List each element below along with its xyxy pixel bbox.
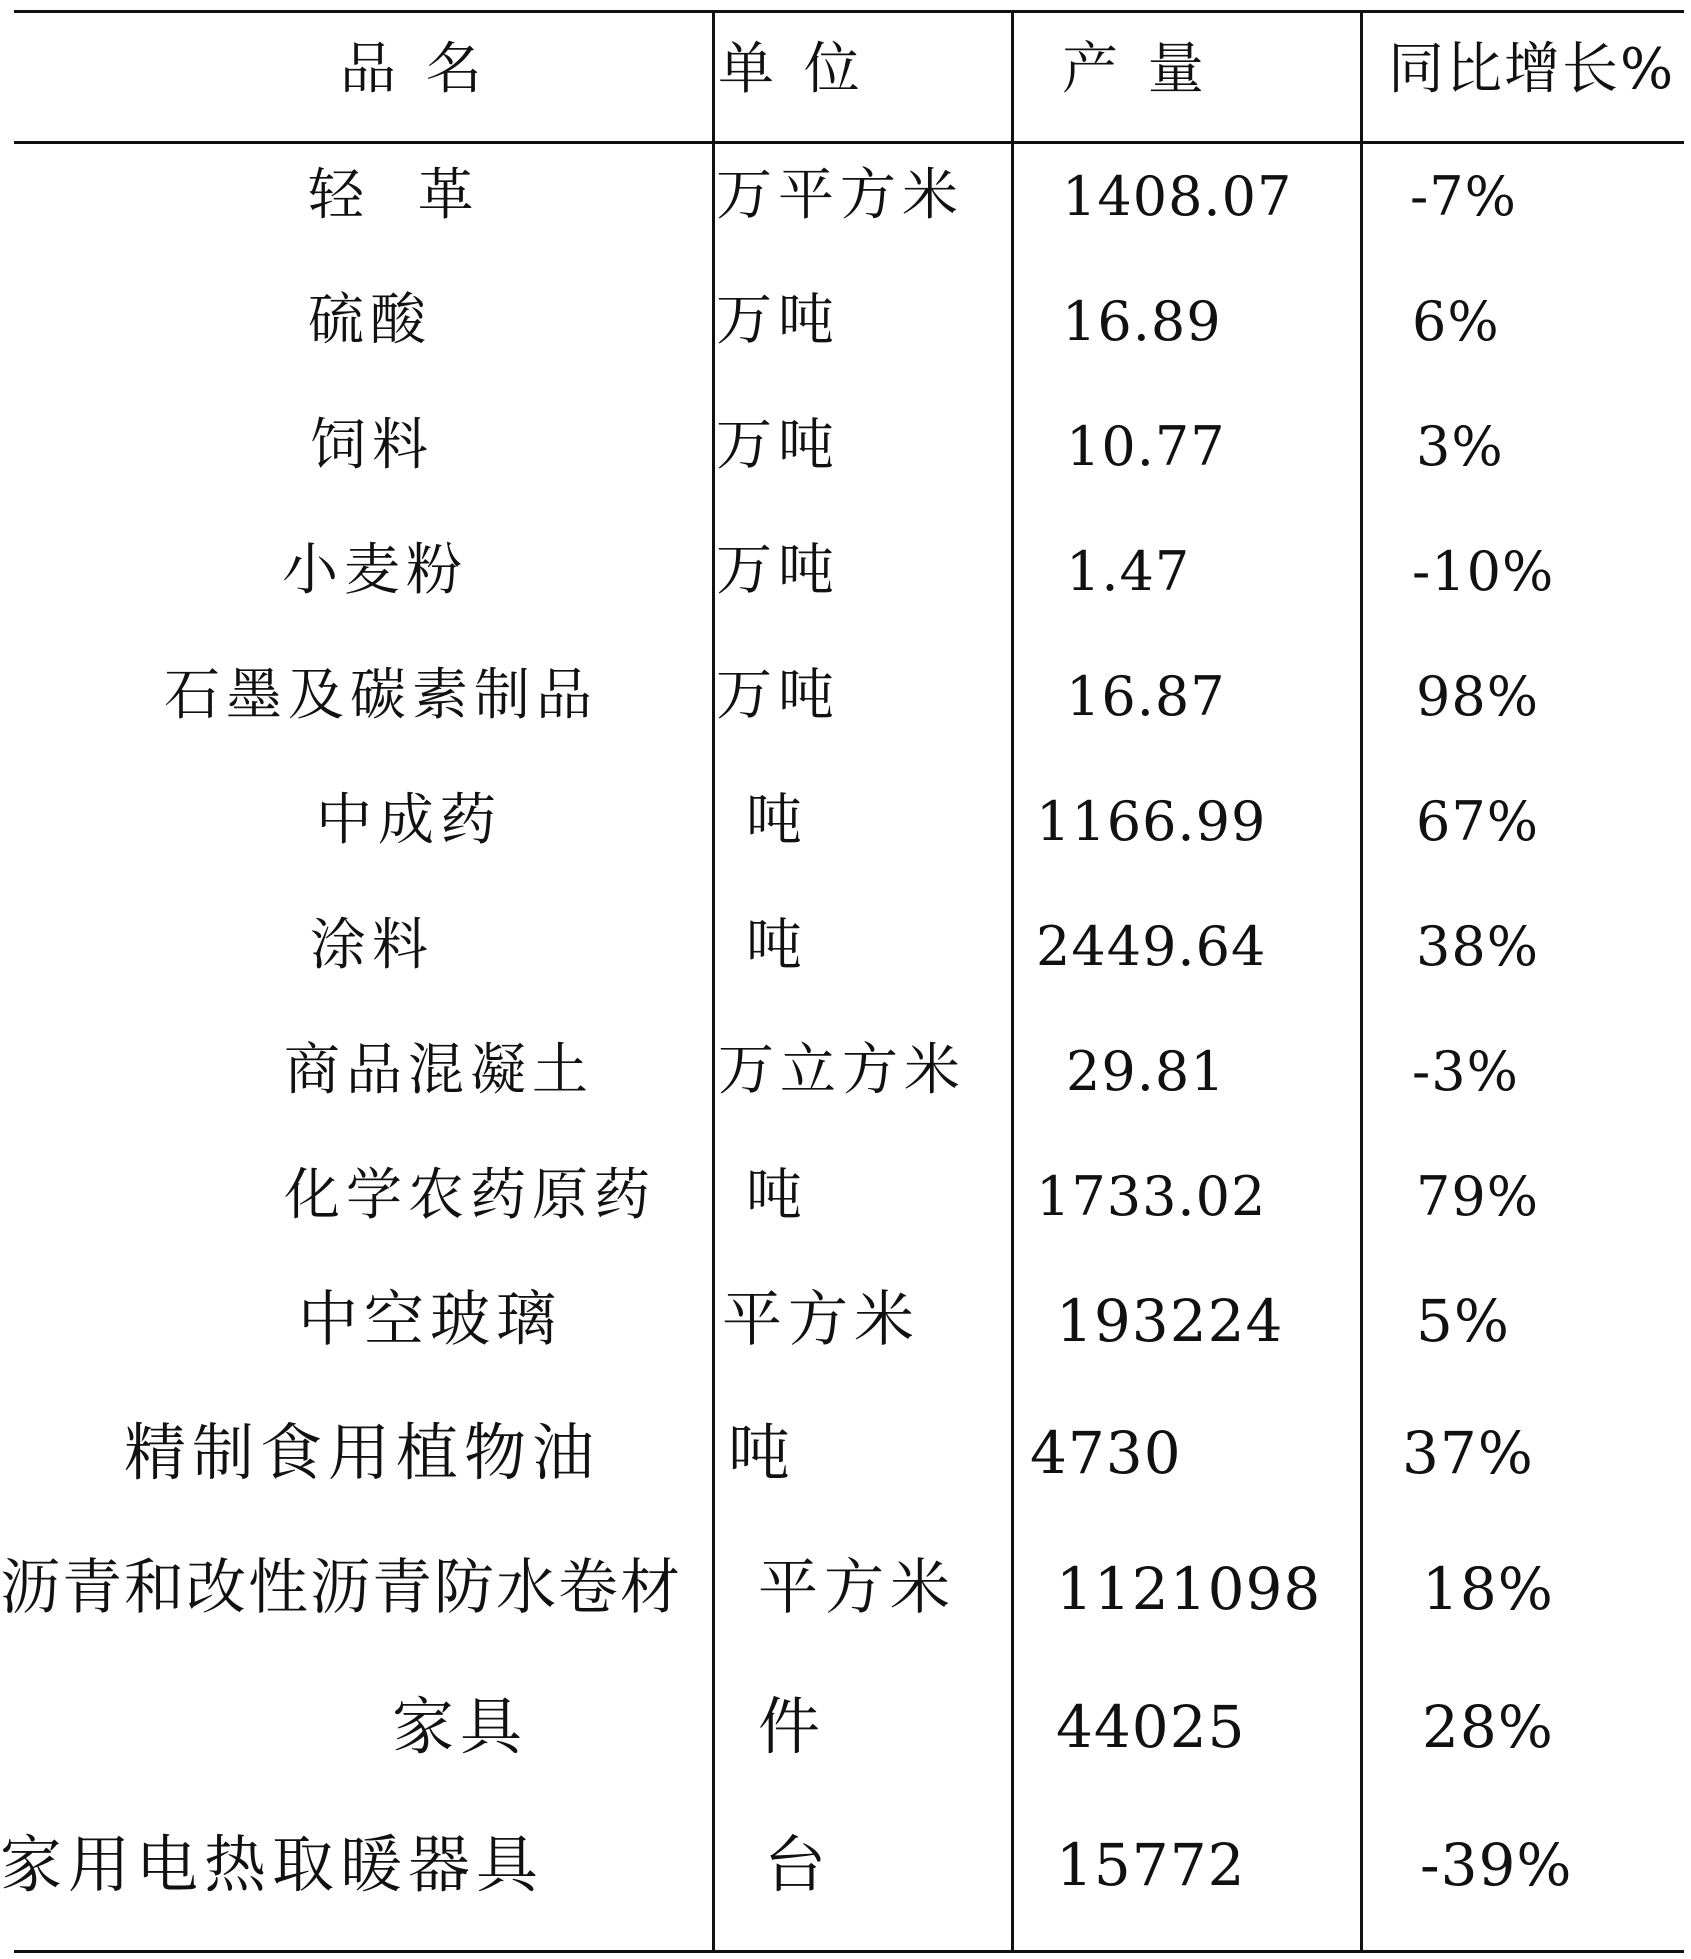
- unit: 吨: [746, 788, 808, 853]
- unit: 万吨: [716, 413, 840, 478]
- header-unit: 单 位: [718, 37, 866, 102]
- growth-value: -10%: [1412, 540, 1555, 603]
- output-value: 10.77: [1066, 415, 1226, 478]
- product-name: 硫酸: [308, 288, 432, 353]
- table-bottom-rule: [14, 1950, 1684, 1953]
- unit: 万吨: [716, 288, 840, 353]
- header-growth: 同比增长%: [1388, 37, 1676, 102]
- unit: 万吨: [716, 538, 840, 603]
- output-value: 44025: [1056, 1693, 1246, 1761]
- product-name: 中空玻璃: [298, 1285, 562, 1355]
- column-divider-output-growth: [1360, 12, 1363, 1950]
- unit: 万立方米: [718, 1038, 966, 1103]
- unit: 吨: [728, 1416, 797, 1489]
- output-value: 1121098: [1056, 1555, 1322, 1623]
- growth-value: 67%: [1416, 790, 1540, 853]
- unit: 平方米: [758, 1553, 956, 1623]
- unit: 件: [758, 1690, 827, 1763]
- product-name: 家具: [392, 1690, 529, 1763]
- product-name: 家用电热取暖器具: [0, 1828, 545, 1901]
- product-name: 饲料: [310, 413, 434, 478]
- growth-value: -39%: [1420, 1831, 1573, 1899]
- output-value: 16.89: [1062, 290, 1222, 353]
- product-name: 化学农药原药: [284, 1163, 656, 1228]
- output-value: 1166.99: [1036, 790, 1267, 853]
- header-output: 产 量: [1062, 37, 1210, 102]
- product-name: 小麦粉: [282, 538, 468, 603]
- unit: 吨: [746, 913, 808, 978]
- product-name: 商品混凝土: [284, 1038, 594, 1103]
- header-name: 品 名: [340, 37, 488, 102]
- header-bottom-rule: [14, 141, 1684, 144]
- growth-value: 38%: [1416, 915, 1540, 978]
- growth-value: -7%: [1410, 165, 1517, 228]
- output-value: 1.47: [1066, 540, 1191, 603]
- output-value: 193224: [1056, 1287, 1284, 1355]
- growth-value: 6%: [1412, 290, 1500, 353]
- growth-value: 5%: [1416, 1287, 1511, 1355]
- unit: 万吨: [716, 663, 840, 728]
- growth-value: 3%: [1416, 415, 1504, 478]
- growth-value: 37%: [1402, 1419, 1534, 1487]
- column-divider-unit-output: [1011, 12, 1014, 1950]
- output-value: 1733.02: [1036, 1165, 1267, 1228]
- output-value: 15772: [1056, 1831, 1246, 1899]
- growth-value: -3%: [1412, 1040, 1519, 1103]
- growth-value: 79%: [1416, 1165, 1540, 1228]
- unit: 吨: [746, 1163, 808, 1228]
- column-divider-name-unit: [712, 12, 715, 1950]
- product-name: 石墨及碳素制品: [164, 663, 598, 728]
- growth-value: 98%: [1416, 665, 1540, 728]
- unit: 万平方米: [716, 163, 964, 228]
- unit: 平方米: [722, 1285, 920, 1355]
- table-top-rule: [14, 10, 1684, 13]
- product-name: 涂料: [310, 913, 434, 978]
- growth-value: 28%: [1422, 1693, 1554, 1761]
- product-name: 精制食用植物油: [124, 1416, 601, 1489]
- output-value: 16.87: [1066, 665, 1226, 728]
- output-value: 29.81: [1066, 1040, 1226, 1103]
- product-name: 中成药: [316, 788, 502, 853]
- product-name: 沥青和改性沥青防水卷材: [0, 1553, 682, 1623]
- output-value: 2449.64: [1036, 915, 1267, 978]
- unit: 台: [764, 1828, 833, 1901]
- output-value: 1408.07: [1062, 165, 1293, 228]
- product-name: 轻 革: [308, 163, 480, 228]
- growth-value: 18%: [1422, 1555, 1554, 1623]
- output-value: 4730: [1030, 1419, 1182, 1487]
